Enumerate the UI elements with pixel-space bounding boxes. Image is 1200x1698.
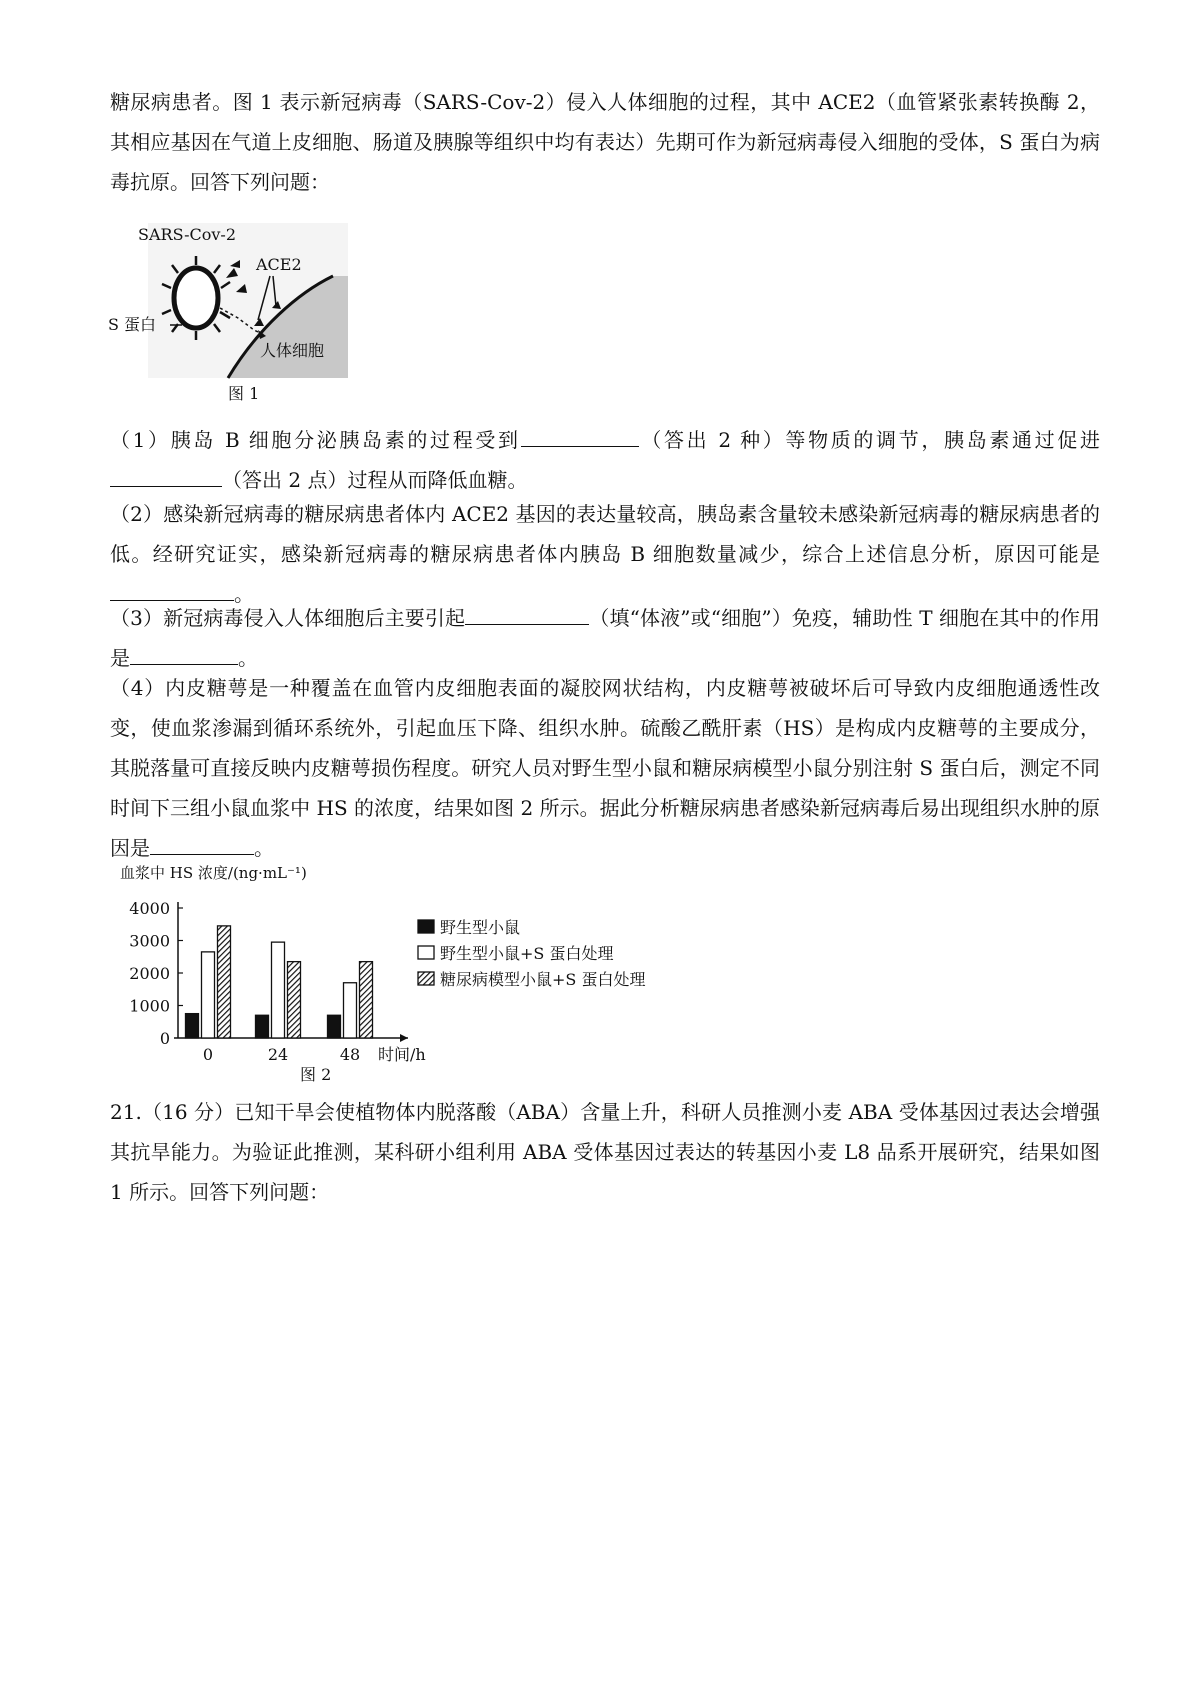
intro-paragraph: 糖尿病患者。图 1 表示新冠病毒（SARS-Cov-2）侵入人体细胞的过程，其中 ACE2（血管紧张素转换酶 2，其相应基因在气道上皮细胞、肠道及胰腺等组织中均有表达）先期可作为新冠病毒侵入细胞的受体，S 蛋白为病毒抗原。回答下列问题： [110, 90, 1100, 194]
s-protein-label: S 蛋白 [108, 315, 157, 334]
q3-text-b: （填“体液”或“细胞”）免疫，辅助性 T 细胞在其中的作用是 [110, 606, 1100, 670]
legend-swatch-hollow [418, 946, 434, 959]
y-tick-label-4000: 4000 [129, 899, 170, 918]
bar-hollow-48h [344, 983, 357, 1038]
q2-text-a: （2）感染新冠病毒的糖尿病患者体内 ACE2 基因的表达量较高，胰岛素含量较未感染新冠病毒的糖尿病患者的低。经研究证实，感染新冠病毒的糖尿病患者体内胰岛 B 细胞数量减少，综合上述信息分析，原因可能是 [110, 502, 1100, 566]
y-tick-label-1000: 1000 [129, 996, 170, 1016]
bar-hatched-24h [288, 962, 301, 1038]
x-tick-label-0: 0 [202, 1045, 214, 1064]
bar-hatched-0h [218, 926, 231, 1038]
bar-solid-0h [186, 1014, 199, 1038]
question-2 [110, 494, 1100, 614]
y-tick-label-2000: 2000 [129, 964, 170, 983]
q3-text-c: 。 [238, 646, 258, 670]
q4-text-b: 。 [254, 836, 274, 860]
question-3 [110, 598, 1100, 678]
hs-concentration-chart [108, 858, 688, 1090]
figure-1-caption: 图 1 [228, 384, 260, 403]
q1-answer-blank-1[interactable] [521, 426, 639, 447]
bar-hatched-48h [360, 962, 373, 1038]
bar-solid-24h [256, 1015, 269, 1038]
q3-answer-blank-1[interactable] [465, 604, 589, 625]
y-tick-label-0: 0 [159, 1029, 170, 1048]
q4-answer-blank[interactable] [150, 834, 254, 855]
question-21: 21.（16 分）已知干旱会使植物体内脱落酸（ABA）含量上升，科研人员推测小麦 ABA 受体基因过表达会增强其抗旱能力。为验证此推测，某科研小组利用 ABA 受体基因过表达的转基因小麦 L8 品系开展研究，结果如图 1 所示。回答下列问题： [110, 1100, 1100, 1204]
legend-swatch-hatched [418, 972, 434, 985]
y-tick-label-3000: 3000 [129, 931, 170, 951]
x-tick-label-24: 24 [267, 1045, 289, 1064]
x-tick-label-48: 48 [339, 1045, 361, 1064]
q2-text-b: 。 [234, 582, 254, 606]
q4-text-a: （4）内皮糖萼是一种覆盖在血管内皮细胞表面的凝胶网状结构，内皮糖萼被破坏后可导致内皮细胞通透性改变，使血浆渗漏到循环系统外，引起血压下降、组织水肿。硫酸乙酰肝素（HS）是构成内皮糖萼的主要成分，其脱落量可直接反映内皮糖萼损伤程度。研究人员对野生型小鼠和糖尿病模型小鼠分别注射 S 蛋白后，测定不同时间下三组小鼠血浆中 HS 的浓度，结果如图 2 所示。据此分析糖尿病患者感染新冠病毒后易出现组织水肿的原因是 [110, 676, 1100, 860]
figure-1 [108, 218, 358, 408]
legend-label-solid: 野生型小鼠 [440, 918, 521, 937]
q1-answer-blank-2[interactable] [110, 466, 222, 487]
legend-label-hollow: 野生型小鼠+S 蛋白处理 [440, 944, 614, 963]
ace2-label: ACE2 [256, 255, 302, 274]
bar-hollow-24h [272, 942, 285, 1038]
figure-2-caption: 图 2 [300, 1065, 332, 1084]
q3-answer-blank-2[interactable] [130, 644, 238, 665]
y-axis-label: 血浆中 HS 浓度/(ng·mL⁻¹) [120, 864, 307, 882]
question-1 [110, 420, 1100, 500]
virus-envelope [174, 268, 218, 328]
q1-text-b: （答出 2 种）等物质的调节，胰岛素通过促进 [638, 428, 1100, 452]
x-axis-label: 时间/h [378, 1045, 426, 1064]
question-4 [110, 668, 1100, 868]
legend-swatch-solid [418, 920, 434, 933]
figure-1-diagram [108, 218, 358, 408]
q3-text-a: （3）新冠病毒侵入人体细胞后主要引起 [110, 606, 466, 630]
figure-2 [108, 858, 688, 1090]
q1-text-a: （1）胰岛 B 细胞分泌胰岛素的过程受到 [110, 428, 521, 452]
bar-solid-48h [328, 1015, 341, 1038]
virus-label: SARS-Cov-2 [138, 225, 237, 244]
legend-label-hatched: 糖尿病模型小鼠+S 蛋白处理 [440, 970, 646, 989]
q1-text-c: （答出 2 点）过程从而降低血糖。 [222, 468, 528, 492]
bar-hollow-0h [202, 952, 215, 1038]
x-axis-arrow [400, 1034, 408, 1042]
cell-label: 人体细胞 [260, 341, 325, 360]
